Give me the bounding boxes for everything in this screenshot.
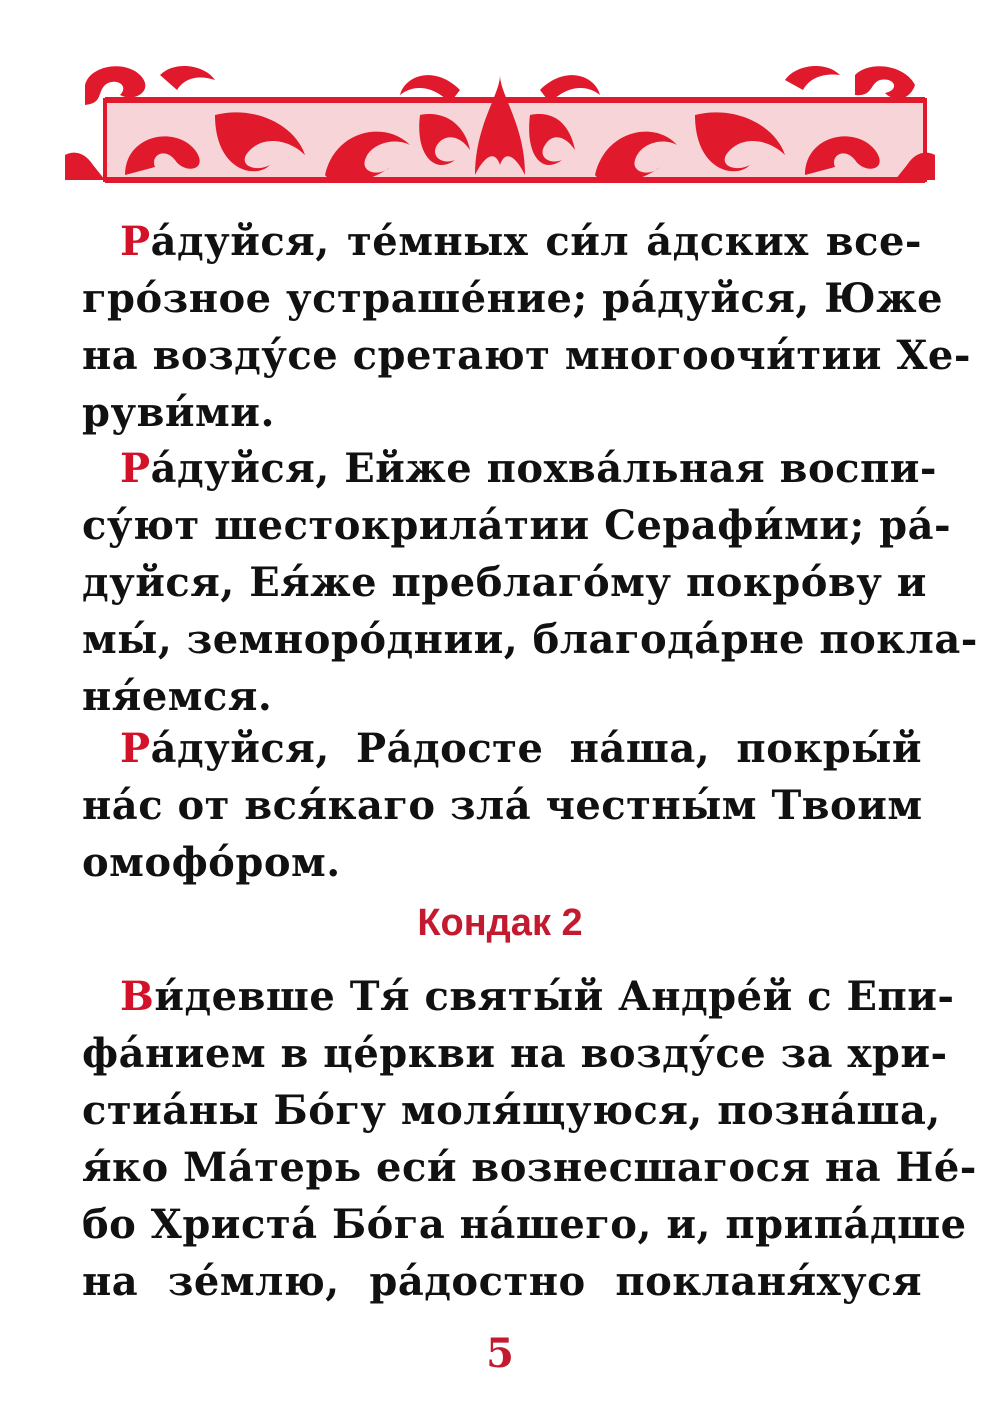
text-line: фа́нием в це́ркви на возду́се за хри- [82,1030,948,1077]
text-line: гро́зное устраше́ние; ра́дуйся, Юже [82,275,944,322]
paragraph-3 [82,720,922,891]
paragraph-2 [82,440,978,725]
text-line: я́ко Ма́терь еси́ вознесшагося на Не́- [82,1144,977,1191]
paragraph-1 [82,213,971,441]
text-line: мы́, земноро́днии, благода́рне покла- [82,616,978,663]
text-line: су́ют шестокрила́тии Серафи́ми; ра́- [82,502,952,549]
text-line: Ра́дуйся, те́мных си́л а́дских все- [120,218,922,265]
text-line: на возду́се сретают многоочи́тии Хе- [82,332,971,379]
text-line: дуйся, Ея́же преблаго́му покро́ву и [82,559,927,606]
text-line: руви́ми. [82,389,275,436]
section-heading: Кондак 2 [417,902,583,944]
text-line: Ра́дуйся, Ра́досте на́ша, покры́й [120,725,922,772]
text-line: на́с от вся́каго зла́ честны́м Твоим [82,782,923,829]
text-line: на зе́млю, ра́достно покланя́хуся [82,1258,922,1305]
text-line: ня́емся. [82,673,273,720]
text-line: стиа́ны Бо́гу моля́щуюся, позна́ша, [82,1087,941,1134]
text-line: Ви́девше Тя́ святы́й Андре́й с Епи- [120,973,955,1020]
text-line: бо Христа́ Бо́га на́шего, и, припа́дше [82,1201,967,1248]
kondak-paragraph [82,968,977,1310]
ornament-header-icon [65,55,935,190]
drop-initial: Р [120,218,151,265]
drop-initial: Р [120,725,151,772]
drop-initial: Р [120,445,151,492]
text-line: Ра́дуйся, Ейже похва́льная воспи- [120,445,938,492]
page-number: 5 [486,1330,514,1377]
text-line: омофо́ром. [82,839,341,886]
drop-initial: В [120,973,155,1020]
